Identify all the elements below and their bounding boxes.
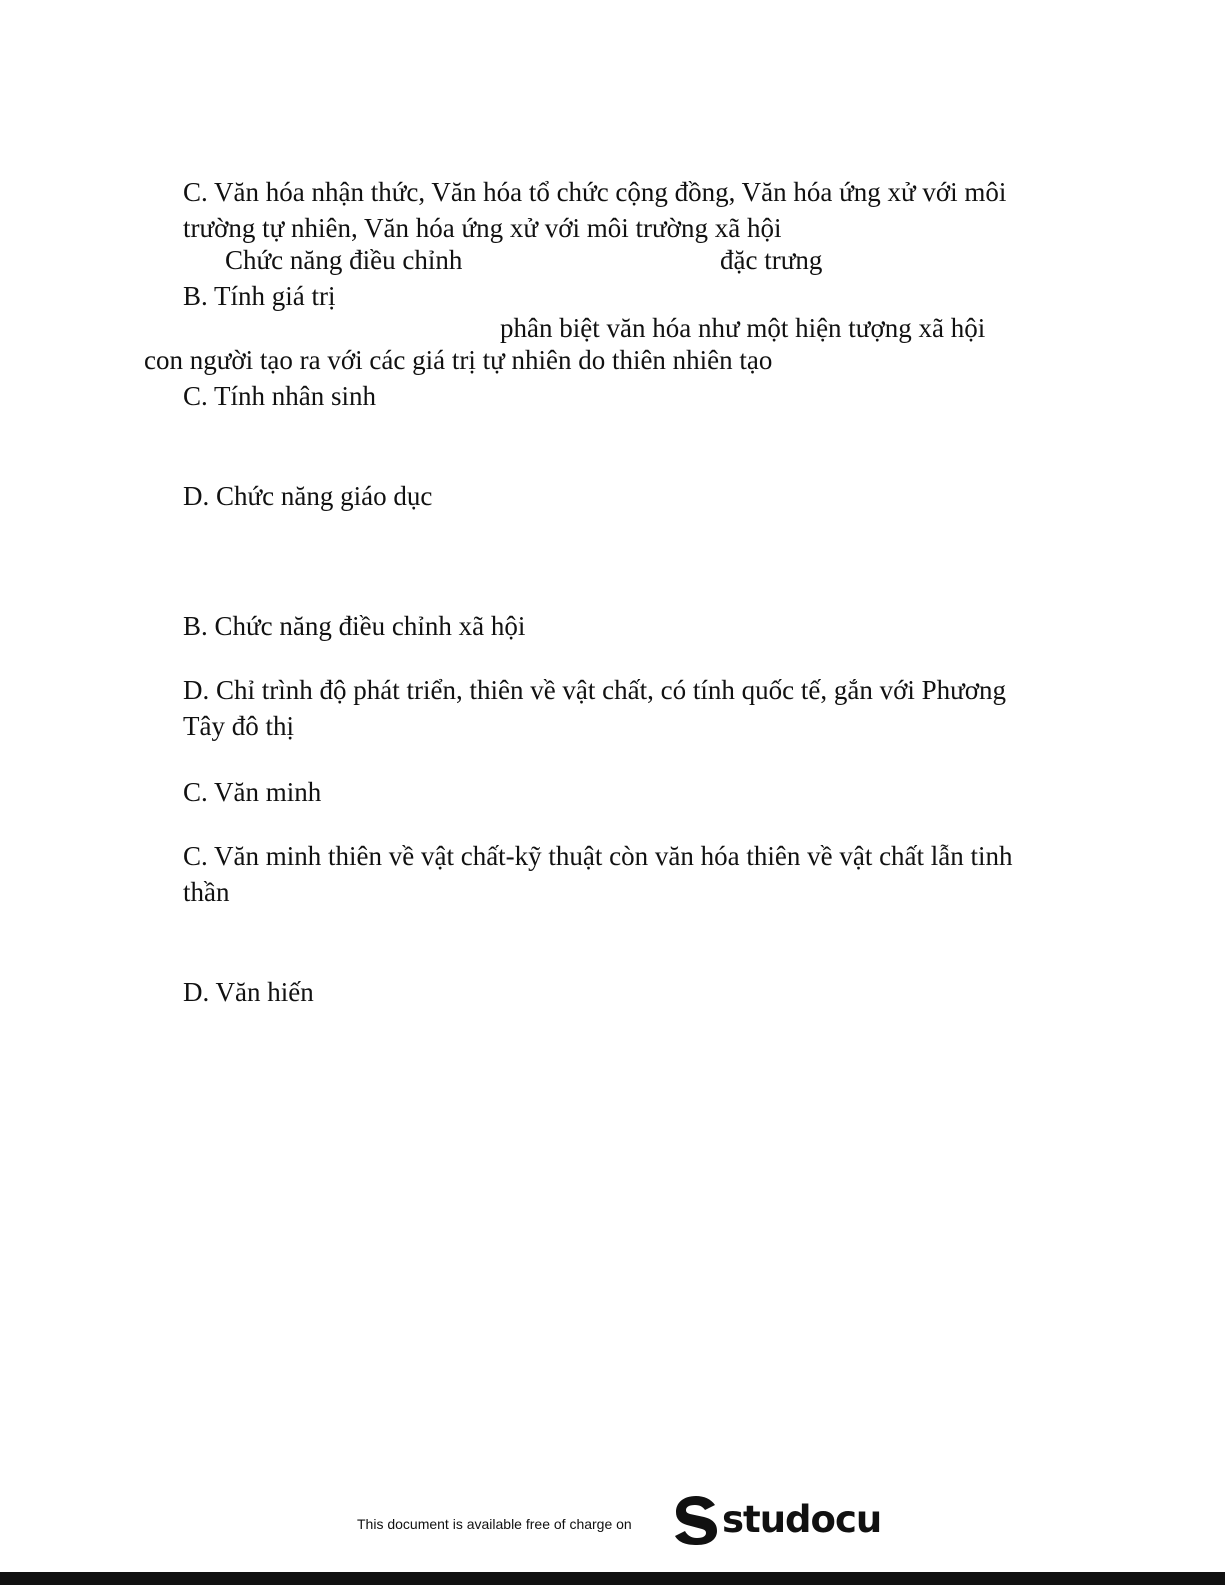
studocu-wordmark: studocu <box>722 1498 882 1541</box>
text-line: B. Tính giá trị <box>183 281 336 311</box>
footer-availability-text: This document is available free of charge on <box>357 1516 632 1532</box>
text-line: Tây đô thị <box>183 711 294 741</box>
text-line: con người tạo ra với các giá trị tự nhiên do thiên nhiên tạo <box>144 345 773 375</box>
text-line: Chức năng điều chỉnh <box>225 245 463 275</box>
text-line: D. Chức năng giáo dục <box>183 481 433 511</box>
text-line: D. Chỉ trình độ phát triển, thiên về vật chất, có tính quốc tế, gắn với Phương <box>183 675 1007 705</box>
text-line: phân biệt văn hóa như một hiện tượng xã hội <box>500 313 986 343</box>
text-line: D. Văn hiến <box>183 977 314 1007</box>
text-line: thần <box>183 877 230 907</box>
studocu-logo-icon <box>672 1494 720 1546</box>
text-line: trường tự nhiên, Văn hóa ứng xử với môi trường xã hội <box>183 213 782 243</box>
text-line: C. Văn minh <box>183 777 322 807</box>
text-line: C. Văn minh thiên về vật chất-kỹ thuật còn văn hóa thiên về vật chất lẫn tinh <box>183 841 1013 871</box>
text-line: C. Văn hóa nhận thức, Văn hóa tổ chức cộng đồng, Văn hóa ứng xử với môi <box>183 177 1007 207</box>
studocu-logo[interactable] <box>672 1494 881 1546</box>
text-line: B. Chức năng điều chỉnh xã hội <box>183 611 526 641</box>
text-line: C. Tính nhân sinh <box>183 381 377 411</box>
text-line: đặc trưng <box>720 245 823 275</box>
bottom-border <box>0 1572 1225 1585</box>
